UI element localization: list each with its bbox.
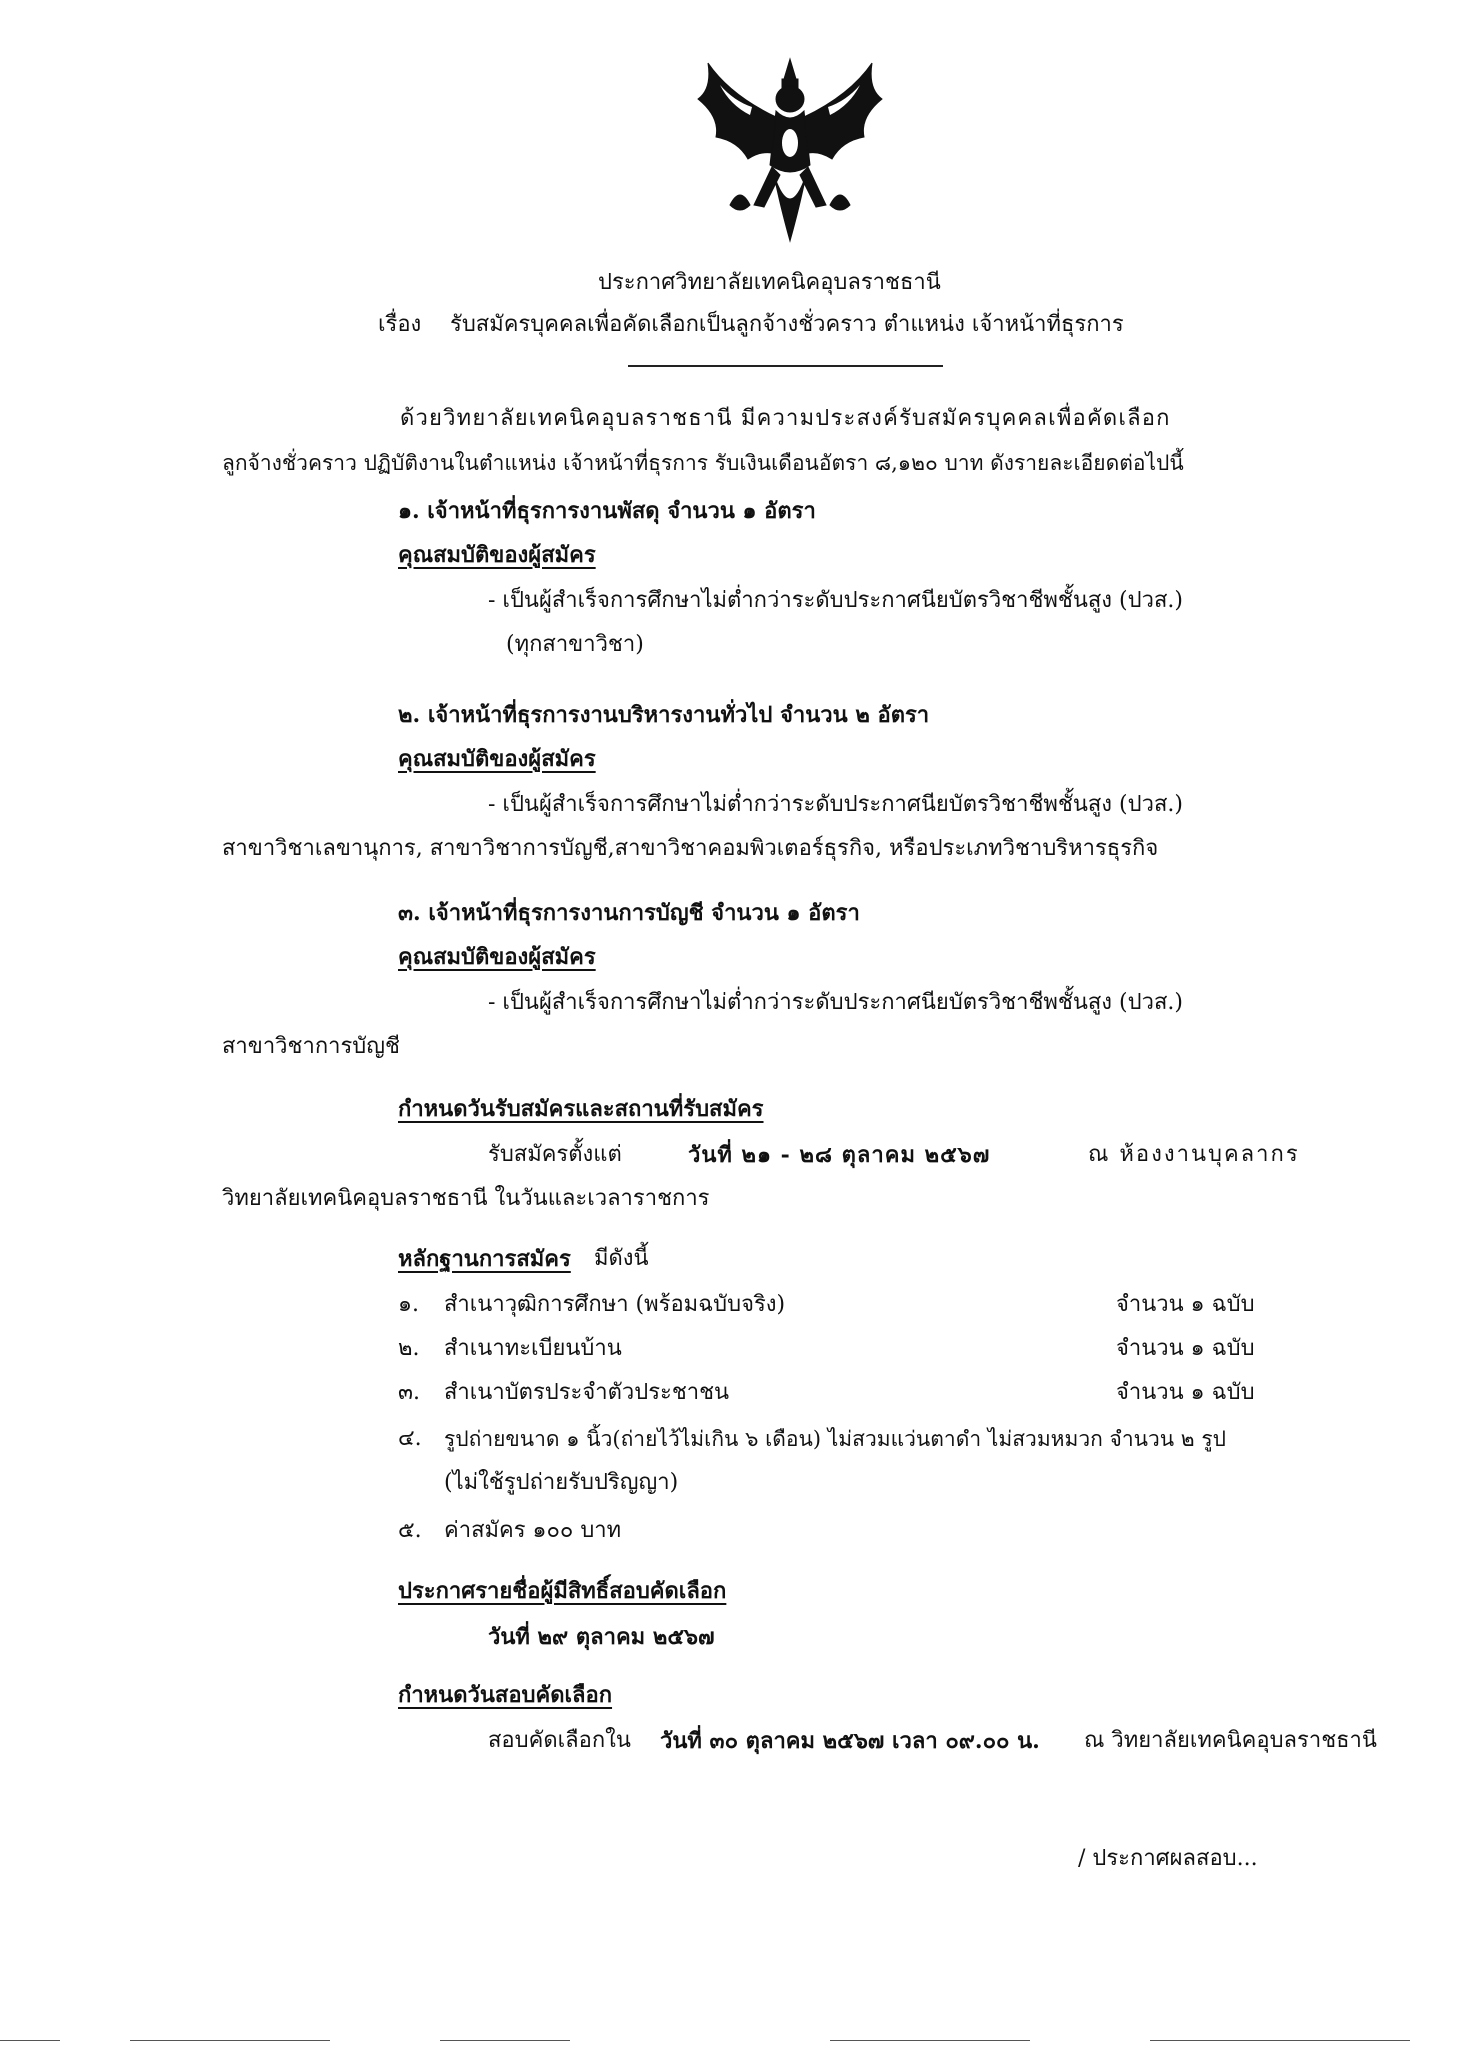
position-1-qualification-line-1: - เป็นผู้สำเร็จการศึกษาไม่ต่ำกว่าระดับประกาศนียบัตรวิชาชีพชั้นสูง (ปวส.) [488,588,1183,613]
position-2-qualification-heading: คุณสมบัติของผู้สมัคร [398,746,596,772]
document-4-line-1: รูปถ่ายขนาด ๑ นิ้ว(ถ่ายไว้ไม่เกิน ๖ เดือน) ไม่สวมแว่นตาดำ ไม่สวมหมวก จำนวน ๒ รูป [444,1427,1226,1451]
document-5-number: ๕. [398,1518,422,1543]
scan-artifact-line [440,2040,570,2041]
documents-heading-suffix: มีดังนี้ [594,1246,649,1271]
subject-label: เรื่อง [378,312,422,337]
position-2-qualification-line-2: สาขาวิชาเลขานุการ, สาขาวิชาการบัญชี,สาขาวิชาคอมพิวเตอร์ธุรกิจ, หรือประเภทวิชาบริหารธุรกิจ [222,836,1159,861]
exam-location: ณ วิทยาลัยเทคนิคอุบลราชธานี [1084,1728,1377,1753]
document-1-text: สำเนาวุฒิการศึกษา (พร้อมฉบับจริง) [444,1292,786,1317]
intro-line-1: ด้วยวิทยาลัยเทคนิคอุบลราชธานี มีความประสงค์รับสมัครบุคคลเพื่อคัดเลือก [400,406,1171,431]
position-2-qualification-line-1: - เป็นผู้สำเร็จการศึกษาไม่ต่ำกว่าระดับประกาศนียบัตรวิชาชีพชั้นสูง (ปวส.) [488,792,1183,817]
document-2-number: ๒. [398,1336,420,1361]
scan-artifact-line [0,2040,60,2041]
intro-line-2: ลูกจ้างชั่วคราว ปฏิบัติงานในตำแหน่ง เจ้าหน้าที่ธุรการ รับเงินเดือนอัตรา ๘,๑๒๐ บาท ดังรายละเอียดต่อไปนี้ [222,451,1184,475]
garuda-emblem-icon [690,55,890,245]
position-2-title: ๒. เจ้าหน้าที่ธุรการงานบริหารงานทั่วไป จำนวน ๒ อัตรา [398,702,930,728]
document-1-quantity: จำนวน ๑ ฉบับ [1116,1292,1255,1317]
documents-heading: หลักฐานการสมัคร [398,1246,571,1272]
document-3-quantity: จำนวน ๑ ฉบับ [1116,1380,1255,1405]
document-4-number: ๔. [398,1426,422,1451]
position-1-title: ๑. เจ้าหน้าที่ธุรการงานพัสดุ จำนวน ๑ อัตรา [398,498,816,524]
scan-artifact-line [130,2040,330,2041]
position-3-qualification-heading: คุณสมบัติของผู้สมัคร [398,944,596,970]
position-1-qualification-heading: คุณสมบัติของผู้สมัคร [398,542,596,568]
position-3-title: ๓. เจ้าหน้าที่ธุรการงานการบัญชี จำนวน ๑ อัตรา [398,900,860,926]
application-line-1-prefix: รับสมัครตั้งแต่ [488,1142,622,1167]
document-2-text: สำเนาทะเบียนบ้าน [444,1336,622,1361]
document-1-number: ๑. [398,1292,419,1317]
candidate-list-date: วันที่ ๒๙ ตุลาคม ๒๕๖๗ [488,1624,715,1650]
candidate-list-heading: ประกาศรายชื่อผู้มีสิทธิ์สอบคัดเลือก [398,1578,727,1604]
document-3-text: สำเนาบัตรประจำตัวประชาชน [444,1380,730,1405]
exam-heading: กำหนดวันสอบคัดเลือก [398,1682,613,1708]
application-line-1-suffix: ณ ห้องงานบุคลากร [1088,1142,1300,1167]
application-heading: กำหนดวันรับสมัครและสถานที่รับสมัคร [398,1096,764,1122]
position-3-qualification-line-2: สาขาวิชาการบัญชี [222,1034,400,1059]
document-3-number: ๓. [398,1380,421,1405]
announcement-title: ประกาศวิทยาลัยเทคนิคอุบลราชธานี [598,270,941,295]
position-3-qualification-line-1: - เป็นผู้สำเร็จการศึกษาไม่ต่ำกว่าระดับประกาศนียบัตรวิชาชีพชั้นสูง (ปวส.) [488,990,1183,1015]
scan-artifact-line [1150,2040,1410,2041]
application-date: วันที่ ๒๑ - ๒๘ ตุลาคม ๒๕๖๗ [688,1142,991,1168]
header-divider [628,365,943,367]
position-1-qualification-line-2: (ทุกสาขาวิชา) [506,632,644,657]
document-2-quantity: จำนวน ๑ ฉบับ [1116,1336,1255,1361]
continuation-text: / ประกาศผลสอบ... [1078,1846,1258,1871]
exam-line-prefix: สอบคัดเลือกใน [488,1728,631,1753]
application-line-2: วิทยาลัยเทคนิคอุบลราชธานี ในวันและเวลาราชการ [222,1186,710,1211]
document-5-text: ค่าสมัคร ๑๐๐ บาท [444,1518,622,1543]
document-4-line-2: (ไม่ใช้รูปถ่ายรับปริญญา) [444,1470,679,1495]
scan-artifact-line [830,2040,1030,2041]
subject-text: รับสมัครบุคคลเพื่อคัดเลือกเป็นลูกจ้างชั่วคราว ตำแหน่ง เจ้าหน้าที่ธุรการ [450,312,1124,337]
exam-date-time: วันที่ ๓๐ ตุลาคม ๒๕๖๗ เวลา ๐๙.๐๐ น. [660,1728,1040,1754]
